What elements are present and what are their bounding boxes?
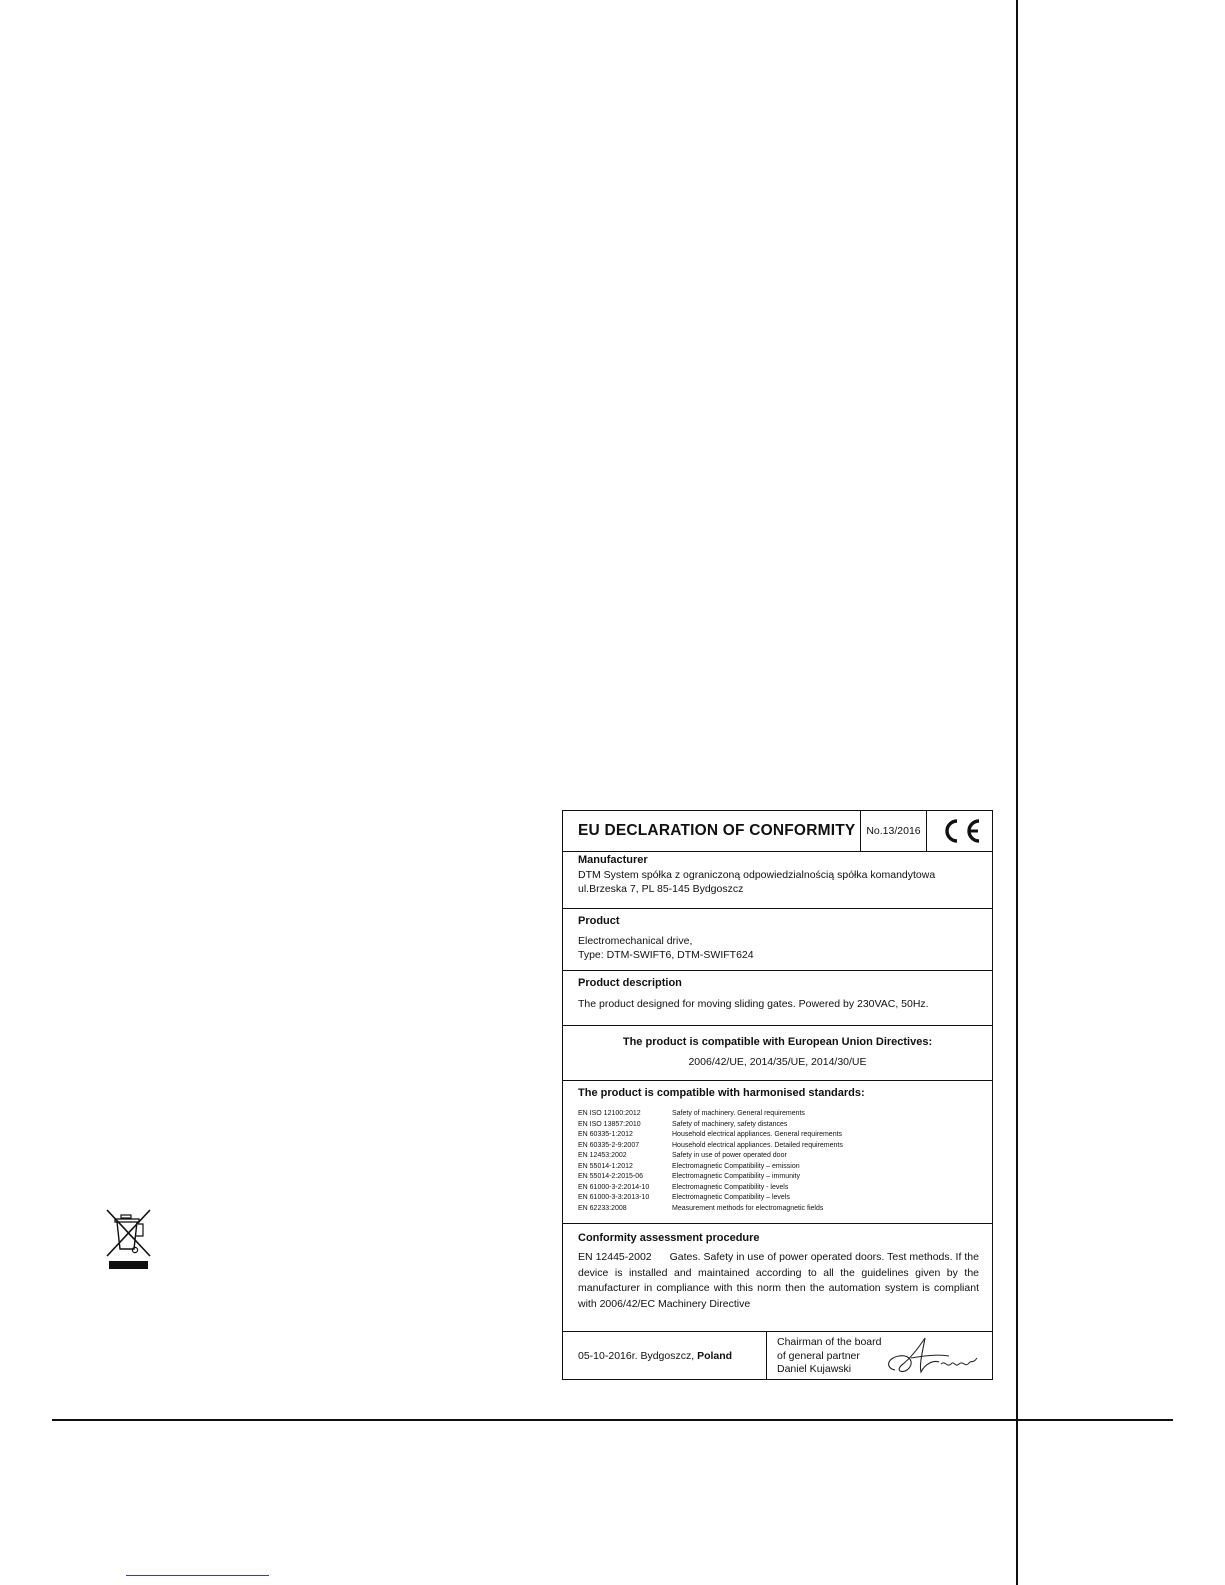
signatory bbox=[777, 1336, 881, 1377]
standard-row bbox=[578, 1109, 979, 1120]
product-heading: Product bbox=[578, 915, 620, 927]
standard-code: EN ISO 12100:2012 bbox=[578, 1110, 641, 1117]
standard-description: Electromagnetic Compatibility - levels bbox=[672, 1183, 789, 1191]
standard-description: Household electrical appliances. Detailed requirements bbox=[672, 1141, 843, 1149]
handwritten-signature bbox=[881, 1334, 985, 1378]
manufacturer-address: ul.Brzeska 7, PL 85-145 Bydgoszcz bbox=[578, 883, 744, 895]
manufacturer-name: DTM System spółka z ograniczoną odpowiedzialnością spółka komandytowa bbox=[578, 869, 936, 881]
standard-code: EN 55014-1:2012 bbox=[578, 1162, 633, 1170]
product-line1: Electromechanical drive, bbox=[578, 935, 693, 947]
product-section bbox=[563, 908, 992, 970]
signatory-role2: of general partner bbox=[777, 1349, 860, 1362]
description-text: The product designed for moving sliding gates. Powered by 230VAC, 50Hz. bbox=[578, 998, 929, 1010]
standard-row bbox=[578, 1151, 979, 1162]
standard-row bbox=[578, 1172, 979, 1183]
date-place bbox=[563, 1332, 767, 1380]
description-heading: Product description bbox=[578, 977, 682, 989]
horizontal-rule bbox=[52, 1419, 1173, 1421]
standard-row bbox=[578, 1204, 979, 1215]
standard-description: Safety of machinery, safety distances bbox=[672, 1120, 788, 1128]
signature-section bbox=[563, 1331, 992, 1379]
standard-row bbox=[578, 1141, 979, 1152]
standard-row bbox=[578, 1193, 979, 1204]
vertical-rule bbox=[1016, 0, 1018, 1585]
standard-code: EN 62233:2008 bbox=[578, 1204, 627, 1212]
standard-description: Safety in use of power operated door bbox=[672, 1152, 787, 1159]
standard-code: EN ISO 13857:2010 bbox=[578, 1120, 641, 1128]
conformity-text: EN 12445-2002 Gates. Safety in use of power operated doors. Test methods. If the device is installed and maintained according to all the guidelines given by the manufacturer in compliance with this norm then the automation system is compliant with 2006/42/EC Machinery Directive bbox=[578, 1251, 982, 1310]
signatory-role1: Chairman of the board bbox=[777, 1336, 882, 1348]
standard-code: EN 61000-3-2:2014-10 bbox=[578, 1183, 650, 1191]
directives-section bbox=[563, 1025, 992, 1080]
standard-description: Safety of machinery. General requirements bbox=[672, 1110, 805, 1117]
declaration-number: No.13/2016 bbox=[861, 811, 927, 851]
standards-section bbox=[563, 1080, 992, 1223]
standard-description: Electromagnetic Compatibility – emission bbox=[672, 1162, 800, 1170]
directives-list: 2006/42/UE, 2014/35/UE, 2014/30/UE bbox=[688, 1056, 867, 1068]
ce-mark-icon bbox=[927, 811, 993, 851]
product-line2: Type: DTM-SWIFT6, DTM-SWIFT624 bbox=[578, 949, 754, 961]
standards-heading: The product is compatible with harmonised standards: bbox=[578, 1087, 865, 1099]
standard-description: Measurement methods for electromagnetic fields bbox=[672, 1204, 824, 1212]
conformity-heading: Conformity assessment procedure bbox=[578, 1232, 760, 1244]
directives-heading: The product is compatible with European Union Directives: bbox=[622, 1036, 933, 1048]
signatory-name: Daniel Kujawski bbox=[777, 1363, 852, 1375]
manufacturer-heading: Manufacturer bbox=[578, 854, 648, 866]
standard-row bbox=[578, 1162, 979, 1173]
standard-code: EN 60335-1:2012 bbox=[578, 1131, 633, 1138]
standard-row bbox=[578, 1183, 979, 1194]
conformity-section bbox=[563, 1223, 992, 1331]
standard-code: EN 55014-2:2015-06 bbox=[578, 1173, 643, 1180]
declaration-title: EU DECLARATION OF CONFORMITY bbox=[563, 811, 861, 851]
eu-declaration-box bbox=[562, 810, 993, 1380]
ce-mark bbox=[927, 811, 993, 851]
standard-row bbox=[578, 1130, 979, 1141]
standards-list bbox=[578, 1109, 979, 1214]
country: Poland bbox=[697, 1350, 733, 1362]
date-place-text: 05-10-2016r. Bydgoszcz, bbox=[578, 1350, 698, 1362]
weee-crossed-bin-icon bbox=[104, 1208, 154, 1274]
declaration-header bbox=[563, 811, 992, 851]
standard-row bbox=[578, 1120, 979, 1131]
standard-description: Electromagnetic Compatibility – immunity bbox=[672, 1173, 800, 1180]
bottom-underline bbox=[126, 1575, 269, 1576]
description-section bbox=[563, 970, 992, 1025]
manufacturer-section bbox=[563, 851, 992, 908]
standard-description: Electromagnetic Compatibility – levels bbox=[672, 1194, 790, 1201]
standard-code: EN 12453:2002 bbox=[578, 1152, 627, 1159]
standard-description: Household electrical appliances. General requirements bbox=[672, 1131, 843, 1138]
standard-code: EN 60335-2-9:2007 bbox=[578, 1141, 640, 1149]
standard-code: EN 61000-3-3:2013-10 bbox=[578, 1194, 650, 1201]
